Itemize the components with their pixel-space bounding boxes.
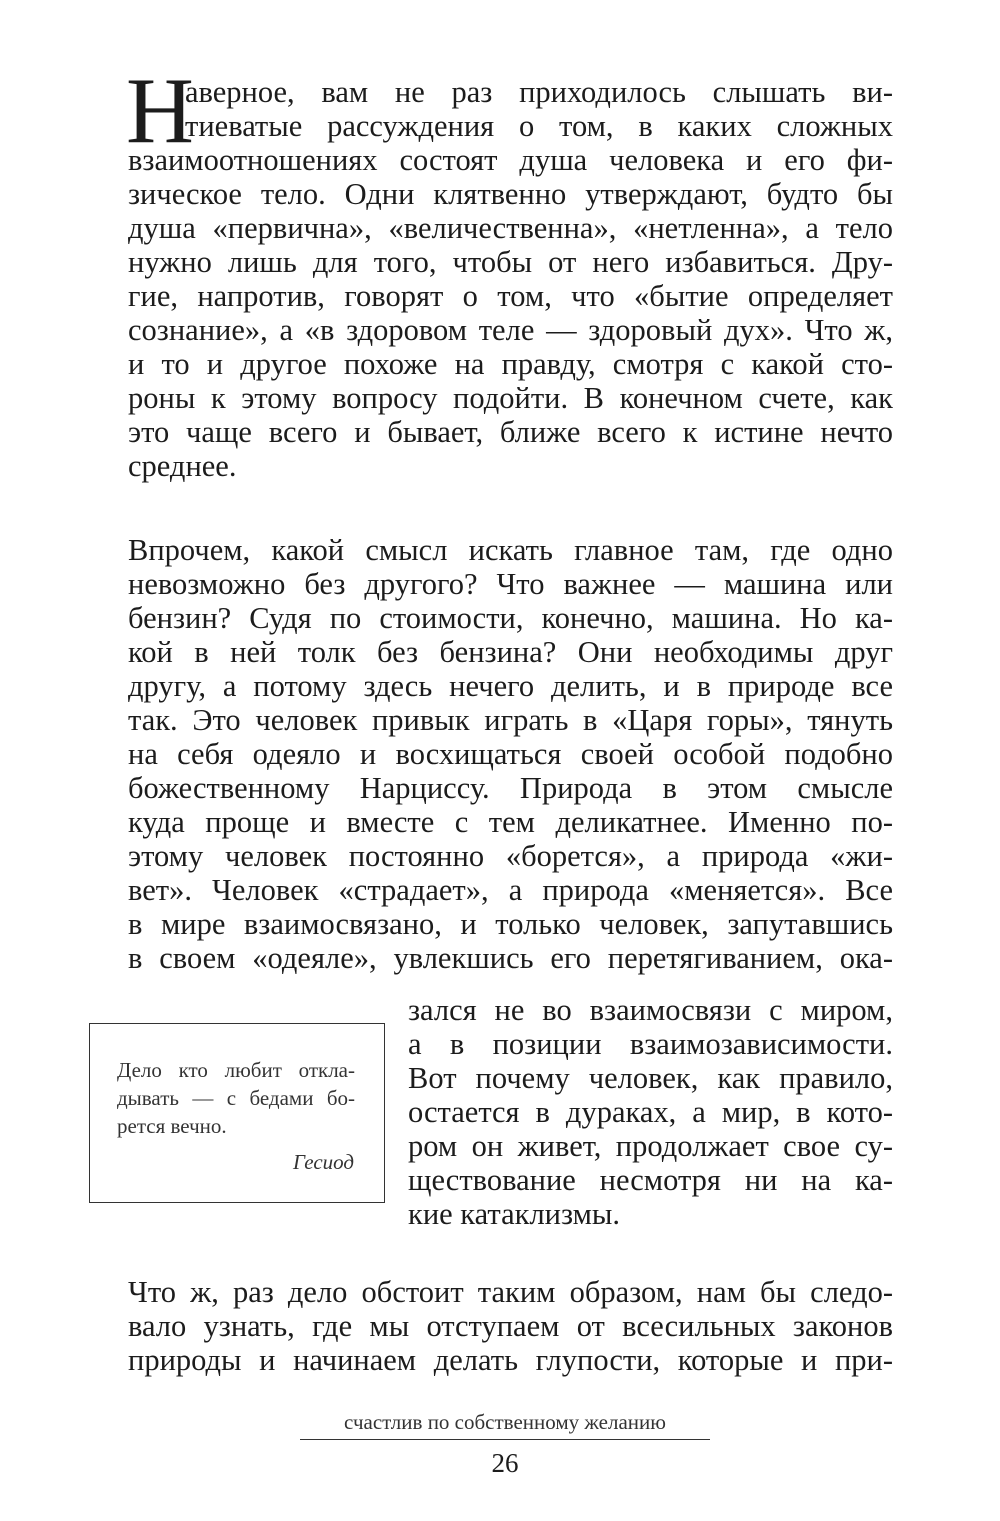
text-line: кой в ней толк без бензина? Они необходимы друг [128, 635, 893, 669]
text-line: так. Это человек привык играть в «Царя горы», тянуть [128, 703, 893, 737]
text-line: вет». Человек «страдает», а природа «меняется». Все [128, 873, 893, 907]
text-line: божественному Нарциссу. Природа в этом смысле [128, 771, 893, 805]
text-line: природы и начинаем делать глупости, которые и при- [128, 1343, 893, 1377]
text-line: вало узнать, где мы отступаем от всесильных законов [128, 1309, 893, 1343]
running-footer-title: счастлив по собственному желанию [344, 1410, 666, 1434]
text-line: среднее. [128, 449, 237, 483]
text-line: невозможно без другого? Что важнее — машина или [128, 567, 893, 601]
quote-line: Дело кто любит откла- [117, 1058, 355, 1082]
text-line: Вот почему человек, как правило, [408, 1061, 893, 1095]
text-line: ром он живет, продолжает свое су- [408, 1129, 893, 1163]
text-line: это чаще всего и бывает, ближе всего к истине нечто [128, 415, 893, 449]
text-line: в своем «одеяле», увлекшись его перетягиванием, ока- [128, 941, 893, 975]
text-line: взаимоотношениях состоят душа человека и его фи- [128, 143, 893, 177]
text-line: кие катаклизмы. [408, 1197, 621, 1231]
quote-box [89, 1023, 385, 1203]
quote-line: дывать — с бедами бо- [117, 1086, 355, 1110]
text-line: ществование несмотря ни на ка- [408, 1163, 893, 1197]
text-line: тиеватые рассуждения о том, в каких сложных [185, 109, 893, 143]
text-line: сознание», а «в здоровом теле — здоровый дух». Что ж, [128, 313, 893, 347]
text-line: гие, напротив, говорят о том, что «бытие определяет [128, 279, 893, 313]
text-line: в мире взаимосвязано, и только человек, запутавшись [128, 907, 893, 941]
text-line: остается в дураках, а мир, в кото- [408, 1095, 893, 1129]
text-line: нужно лишь для того, чтобы от него избавиться. Дру- [128, 245, 893, 279]
text-line: Впрочем, какой смысл искать главное там, где одно [128, 533, 893, 567]
text-line: аверное, вам не раз приходилось слышать ви- [185, 75, 893, 109]
text-line: и то и другое похоже на правду, смотря с какой сто- [128, 347, 893, 381]
text-line: Что ж, раз дело обстоит таким образом, нам бы следо- [128, 1275, 893, 1309]
quote-author: Гесиод [292, 1150, 354, 1174]
quote-line: рется вечно. [117, 1114, 227, 1138]
text-line: на себя одеяло и восхищаться своей особой подобно [128, 737, 893, 771]
page-number: 26 [491, 1448, 519, 1478]
footer-divider [300, 1439, 710, 1440]
text-line: другу, а потому здесь нечего делить, и в природе все [128, 669, 893, 703]
text-line: зался не во взаимосвязи с миром, [408, 993, 893, 1027]
text-line: зическое тело. Одни клятвенно утверждают, будто бы [128, 177, 893, 211]
text-line: а в позиции взаимозависимости. [408, 1027, 893, 1061]
drop-cap: Н [126, 59, 194, 163]
text-line: роны к этому вопросу подойти. В конечном счете, как [128, 381, 893, 415]
text-line: этому человек постоянно «борется», а природа «жи- [128, 839, 893, 873]
text-line: душа «первична», «величественна», «нетленна», а тело [128, 211, 893, 245]
text-line: бензин? Судя по стоимости, конечно, машина. Но ка- [128, 601, 893, 635]
text-line: куда проще и вместе с тем деликатнее. Именно по- [128, 805, 893, 839]
